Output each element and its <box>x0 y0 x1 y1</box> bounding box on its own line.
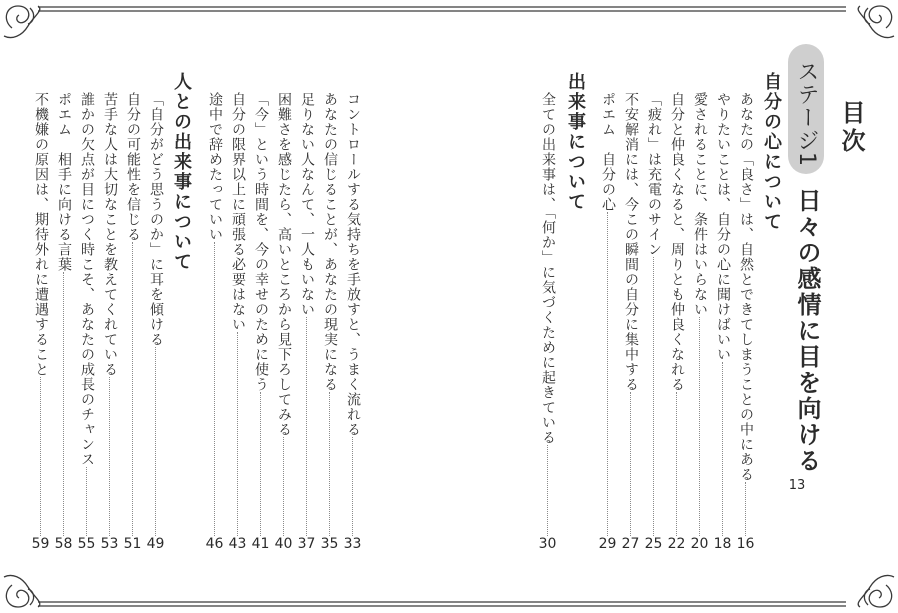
entry-page: 58 <box>54 536 73 552</box>
toc-entry[interactable] <box>250 92 271 552</box>
toc-entry[interactable] <box>30 92 51 552</box>
leader-dots <box>260 392 261 536</box>
entry-title: 不安解消には、今この瞬間の自分に集中する <box>623 92 639 392</box>
section-heading: 自分の心について <box>761 72 782 232</box>
leader-dots <box>722 362 723 536</box>
leader-dots <box>283 437 284 536</box>
leader-dots <box>745 482 746 536</box>
entry-page: 59 <box>31 536 50 552</box>
toc-entry[interactable] <box>666 92 687 552</box>
toc-entry[interactable] <box>712 92 733 552</box>
section-heading: 人との出来事について <box>171 72 192 272</box>
toc-entry[interactable] <box>342 92 363 552</box>
entry-title: ポエム 相手に向ける言葉 <box>56 92 72 272</box>
toc-entry[interactable] <box>643 92 664 552</box>
toc-title: 目次 <box>837 100 865 156</box>
toc-entry[interactable] <box>597 92 618 552</box>
entry-page: 30 <box>538 536 557 552</box>
toc-entry[interactable] <box>145 92 166 552</box>
leader-dots <box>676 392 677 536</box>
leader-dots <box>86 467 87 536</box>
entry-title: 誰かの欠点が目につく時こそ、あなたの成長のチャンス <box>79 92 95 467</box>
entry-page: 35 <box>320 536 339 552</box>
stage-badge: ステージ1 <box>788 44 824 174</box>
entry-page: 33 <box>343 536 362 552</box>
leader-dots <box>653 257 654 536</box>
entry-title: 自分の限界以上に頑張る必要はない <box>230 92 246 332</box>
entry-page: 40 <box>274 536 293 552</box>
entry-title: ポエム 自分の心 <box>600 92 616 212</box>
leader-dots <box>109 377 110 536</box>
entry-title: やりたいことは、自分の心に聞けばいい <box>715 92 731 362</box>
entry-title: 全ての出来事は、「何か」に気づくために起きている <box>540 92 556 445</box>
entry-page: 55 <box>77 536 96 552</box>
entry-page: 53 <box>100 536 119 552</box>
entry-title: あなたの信じることが、あなたの現実になる <box>322 92 338 392</box>
entry-page: 25 <box>644 536 663 552</box>
toc-entry[interactable] <box>689 92 710 552</box>
entry-title: 「今」という時間を、今の幸せのために使う <box>253 92 269 392</box>
entry-title: 困難さを感じたら、高いところから見下ろしてみる <box>276 92 292 437</box>
toc-entry[interactable] <box>204 92 225 552</box>
entry-page: 46 <box>205 536 224 552</box>
leader-dots <box>237 332 238 536</box>
entry-title: 自分の可能性を信じる <box>125 92 141 242</box>
leader-dots <box>155 347 156 536</box>
leader-dots <box>547 445 548 536</box>
entry-page: 51 <box>123 536 142 552</box>
leader-dots <box>132 242 133 536</box>
toc-entry[interactable] <box>735 92 756 552</box>
leader-dots <box>699 317 700 536</box>
leader-dots <box>306 317 307 536</box>
entry-page: 37 <box>297 536 316 552</box>
entry-page: 22 <box>667 536 686 552</box>
stage-title: 日々の感情に目を向ける <box>793 188 821 474</box>
toc-entry[interactable] <box>620 92 641 552</box>
toc-entry[interactable] <box>537 92 558 552</box>
entry-page: 20 <box>690 536 709 552</box>
entry-page: 43 <box>228 536 247 552</box>
entry-title: 途中で辞めたっていい <box>207 92 223 242</box>
entry-title: 愛されることに、条件はいらない <box>692 92 708 317</box>
entry-page: 49 <box>146 536 165 552</box>
entry-title: 「自分がどう思うのか」に耳を傾ける <box>148 92 164 347</box>
entry-page: 29 <box>598 536 617 552</box>
leader-dots <box>63 272 64 536</box>
entry-page: 18 <box>713 536 732 552</box>
toc-entry[interactable] <box>122 92 143 552</box>
page-number: 13 <box>788 478 806 493</box>
leader-dots <box>607 212 608 536</box>
leader-dots <box>630 392 631 536</box>
entry-title: 足りない人なんて、一人もいない <box>299 92 315 317</box>
leader-dots <box>214 242 215 536</box>
toc-entry[interactable] <box>53 92 74 552</box>
entry-title: 苦手な人は大切なことを教えてくれている <box>102 92 118 377</box>
entry-title: コントロールする気持ちを手放すと、うまく流れる <box>345 92 361 437</box>
toc-entry[interactable] <box>273 92 294 552</box>
toc-entry[interactable] <box>99 92 120 552</box>
entry-page: 41 <box>251 536 270 552</box>
toc-entry[interactable] <box>319 92 340 552</box>
entry-title: 不機嫌の原因は、期待外れに遭遇すること <box>33 92 49 377</box>
toc-entry[interactable] <box>227 92 248 552</box>
entry-page: 27 <box>621 536 640 552</box>
entry-title: あなたの「良さ」は、自然とできてしまうことの中にある <box>738 92 754 482</box>
section-heading: 出来事について <box>565 72 586 212</box>
leader-dots <box>40 377 41 536</box>
entry-title: 「疲れ」は充電のサイン <box>646 92 662 257</box>
entry-title: 自分と仲良くなると、周りとも仲良くなれる <box>669 92 685 392</box>
leader-dots <box>329 392 330 536</box>
toc-entry[interactable] <box>296 92 317 552</box>
toc-entry[interactable] <box>76 92 97 552</box>
entry-page: 16 <box>736 536 755 552</box>
leader-dots <box>352 437 353 536</box>
